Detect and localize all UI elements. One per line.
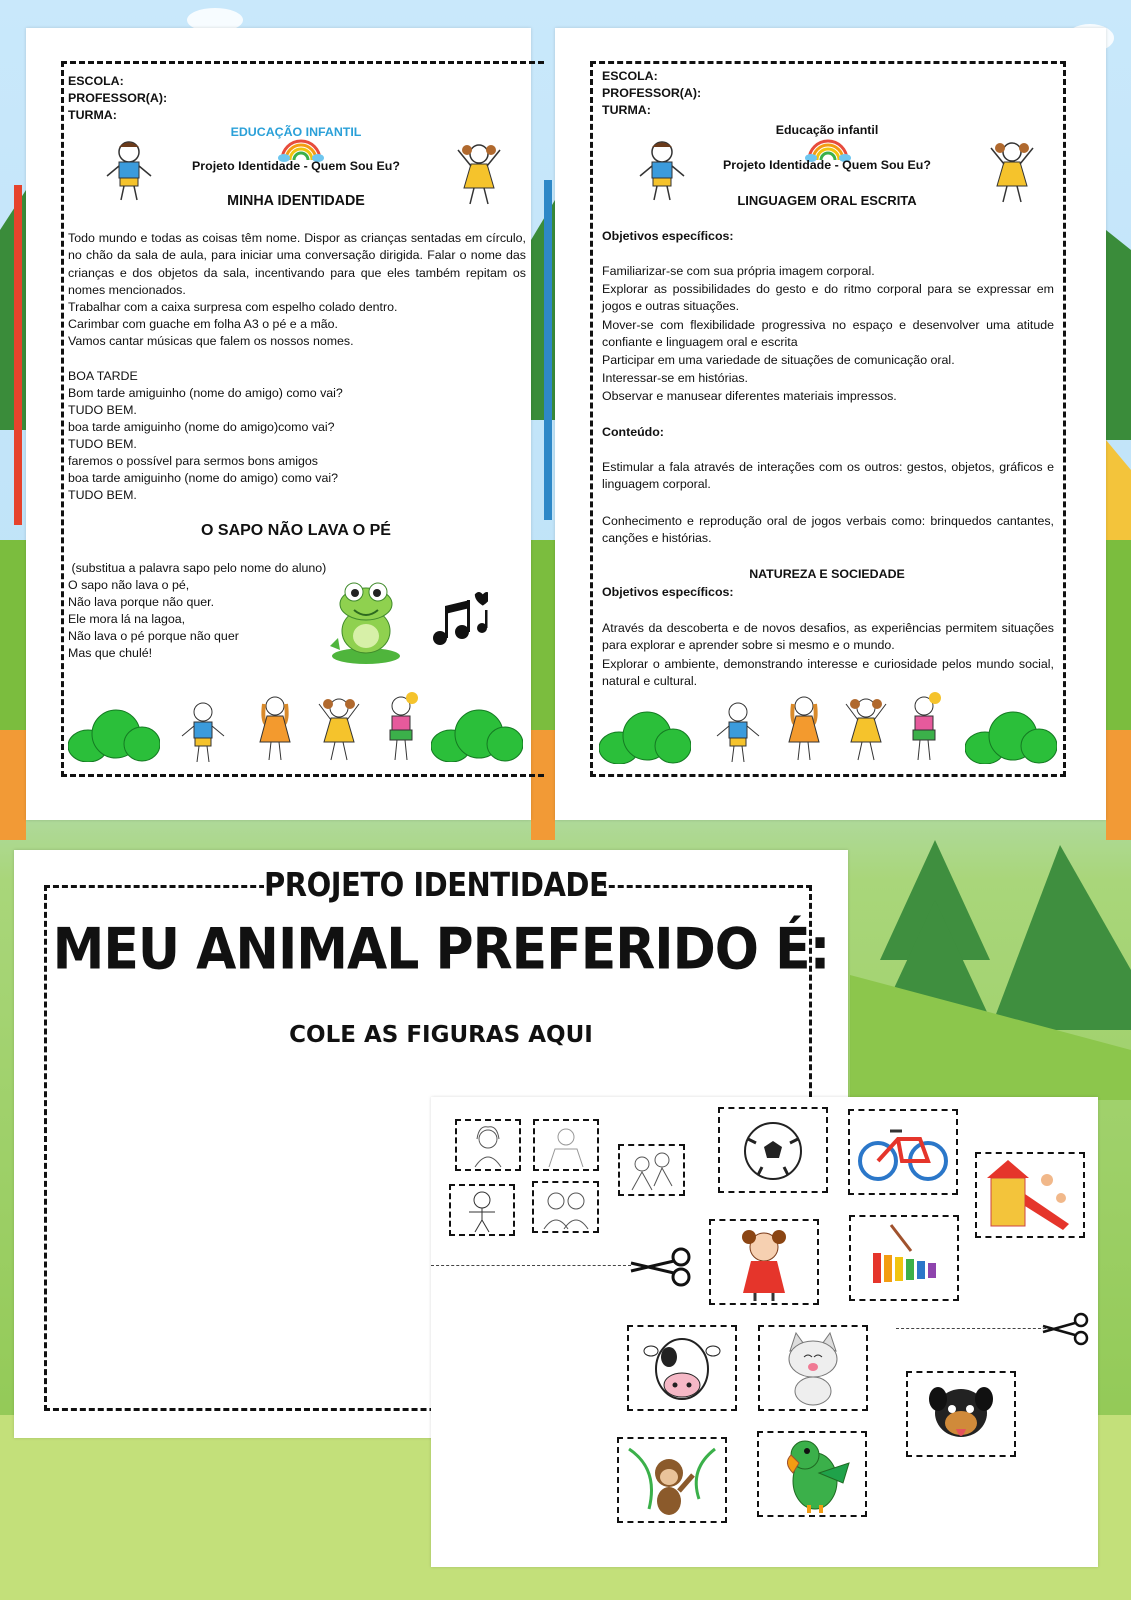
song-line: faremos o possível para sermos bons amigos: [68, 454, 318, 468]
header-turma: TURMA:: [602, 103, 651, 117]
dog-icon: [908, 1373, 1014, 1455]
song-line: BOA TARDE: [68, 369, 138, 383]
cut-line: [896, 1328, 1046, 1329]
worksheet-page-1: [26, 28, 531, 820]
objectives-heading: Objetivos específicos:: [602, 229, 734, 243]
header-turma: TURMA:: [68, 108, 117, 122]
song2-title: O SAPO NÃO LAVA O PÉ: [201, 522, 391, 539]
girl-drawing-icon: [987, 140, 1037, 206]
paste-instruction: COLE AS FIGURAS AQUI: [289, 1022, 593, 1048]
bush-icon: [965, 708, 1057, 764]
header-professor: PROFESSOR(A):: [602, 86, 702, 100]
banner-title: PROJETO IDENTIDADE: [264, 865, 609, 905]
girl-drawing-icon: [454, 142, 504, 208]
family-card-mother[interactable]: [455, 1119, 521, 1171]
family-card-boy[interactable]: [449, 1184, 515, 1236]
content-item: Estimular a fala através de interações com os outros: gestos, objetos, gráficos e linguagem corporal.: [602, 460, 1054, 492]
kid-icon: [378, 692, 424, 764]
doll-icon: [711, 1221, 817, 1303]
song2-line: (substitua a palavra sapo pelo nome do aluno): [68, 561, 327, 575]
kid-icon: [843, 696, 889, 764]
toy-card-doll[interactable]: [709, 1219, 819, 1305]
bicycle-icon: [850, 1111, 956, 1193]
scissors-icon: [629, 1247, 693, 1287]
intro-paragraph: Todo mundo e todas as coisas têm nome. Dispor as crianças sentadas em círculo, no chão da sala de aula, para iniciar uma conversação dirigida. Falar o nome das crianças e dos objetos da sala, incentivando para que eles também repitam os nomes mencionados.: [68, 231, 526, 297]
objective-item: Participar em uma variedade de situações de comunicação oral.: [602, 353, 955, 367]
animal-card-cow[interactable]: [627, 1325, 737, 1411]
animal-card-dog[interactable]: [906, 1371, 1016, 1457]
objective-item: Explorar as possibilidades do gesto e do ritmo corporal para se expressar em jogos e outras situações.: [602, 282, 1054, 314]
page-2-title: LINGUAGEM ORAL ESCRITA: [737, 193, 917, 208]
toy-card-playground[interactable]: [975, 1152, 1085, 1238]
mother-icon: [457, 1121, 519, 1169]
parrot-icon: [759, 1433, 865, 1515]
bush-icon: [68, 706, 160, 762]
xylophone-icon: [851, 1217, 957, 1299]
intro-line: Vamos cantar músicas que falem os nossos nomes.: [68, 334, 354, 348]
objectives2-heading: Objetivos específicos:: [602, 585, 734, 599]
cat-icon: [760, 1327, 866, 1409]
music-notes-icon: [430, 588, 488, 648]
worksheet-page-2: [555, 28, 1106, 820]
animal-card-parrot[interactable]: [757, 1431, 867, 1517]
header-escola: ESCOLA:: [602, 69, 658, 83]
project-title: Projeto Identidade - Quem Sou Eu?: [723, 158, 931, 172]
bush-icon: [431, 706, 523, 762]
song-line: boa tarde amiguinho (nome do amigo) como vai?: [68, 471, 338, 485]
cut-line: [431, 1265, 631, 1266]
family-card-father[interactable]: [533, 1119, 599, 1171]
boy-icon: [451, 1186, 513, 1234]
header-escola: ESCOLA:: [68, 74, 124, 88]
intro-line: Trabalhar com a caixa surpresa com espelho colado dentro.: [68, 300, 398, 314]
subject-label: EDUCAÇÃO INFANTIL: [230, 125, 362, 139]
song2-line: Mas que chulé!: [68, 646, 153, 660]
cow-icon: [629, 1327, 735, 1409]
kid-icon: [715, 700, 761, 764]
family-card-grandparents[interactable]: [532, 1181, 599, 1233]
monkey-icon: [619, 1439, 725, 1521]
kid-icon: [901, 692, 947, 764]
objective-item: Observar e manusear diferentes materiais impressos.: [602, 389, 897, 403]
main-title: MEU ANIMAL PREFERIDO É:: [52, 917, 830, 983]
song2-line: Não lava o pé porque não quer: [68, 629, 239, 643]
children-icon: [620, 1146, 683, 1194]
toy-card-xylophone[interactable]: [849, 1215, 959, 1301]
song2-line: O sapo não lava o pé,: [68, 578, 190, 592]
kid-icon: [781, 694, 827, 764]
grandparents-icon: [534, 1183, 597, 1231]
objective-item: Familiarizar-se com sua própria imagem corporal.: [602, 264, 875, 278]
content-heading: Conteúdo:: [602, 425, 664, 439]
song-line: TUDO BEM.: [68, 437, 137, 451]
kid-icon: [252, 694, 298, 764]
objective-item: Mover-se com flexibilidade progressiva no espaço e desenvolver uma atitude confiante e linguagem oral e escrita: [602, 318, 1054, 350]
cutouts-sheet: [431, 1097, 1098, 1567]
subject-label: Educação infantil: [775, 123, 879, 137]
objective-item: Interessar-se em histórias.: [602, 371, 748, 385]
song2-line: Ele mora lá na lagoa,: [68, 612, 186, 626]
scissors-icon: [1041, 1312, 1091, 1346]
animal-card-cat[interactable]: [758, 1325, 868, 1411]
family-card-children[interactable]: [618, 1144, 685, 1196]
page-1-title: MINHA IDENTIDADE: [227, 193, 365, 209]
bush-icon: [599, 708, 691, 764]
toy-card-ball[interactable]: [718, 1107, 828, 1193]
soccer-ball-icon: [720, 1109, 826, 1191]
father-icon: [535, 1121, 597, 1169]
frog-icon: [326, 576, 406, 666]
kid-icon: [316, 696, 362, 764]
objective2-item: Explorar o ambiente, demonstrando interesse e curiosidade pelos mundo social, natural e cultural.: [602, 657, 1054, 689]
animal-card-monkey[interactable]: [617, 1437, 727, 1523]
intro-line: Carimbar com guache em folha A3 o pé e a mão.: [68, 317, 338, 331]
song-line: Bom tarde amiguinho (nome do amigo) como vai?: [68, 386, 343, 400]
toy-card-bicycle[interactable]: [848, 1109, 958, 1195]
content-item: Conhecimento e reprodução oral de jogos verbais como: brinquedos cantantes, canções e histórias.: [602, 514, 1054, 546]
song-line: TUDO BEM.: [68, 488, 137, 502]
song2-line: Não lava porque não quer.: [68, 595, 215, 609]
section2-title: NATUREZA E SOCIEDADE: [749, 567, 905, 581]
objective2-item: Através da descoberta e de novos desafios, as experiências permitem situações para explorar e aprender sobre si mesmo e o mundo.: [602, 621, 1054, 653]
kid-icon: [180, 700, 226, 764]
header-professor: PROFESSOR(A):: [68, 91, 168, 105]
playground-icon: [977, 1154, 1083, 1236]
song-line: boa tarde amiguinho (nome do amigo)como vai?: [68, 420, 335, 434]
song-line: TUDO BEM.: [68, 403, 137, 417]
project-title: Projeto Identidade - Quem Sou Eu?: [192, 159, 400, 173]
